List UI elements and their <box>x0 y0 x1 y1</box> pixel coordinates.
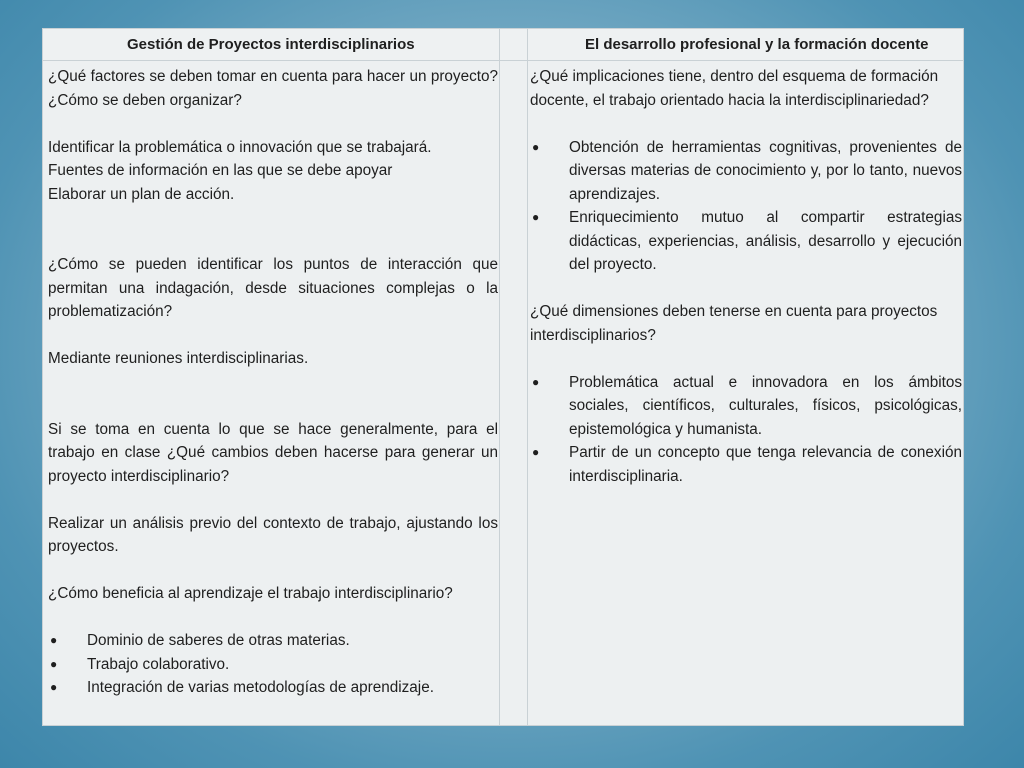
answer-line: Fuentes de información en las que se debe apoyar <box>48 162 393 179</box>
right-column-content <box>530 65 962 488</box>
left-column-content <box>48 65 498 700</box>
right-column-header: El desarrollo profesional y la formación docente <box>585 36 929 53</box>
list-item <box>48 676 498 700</box>
comparison-table <box>42 28 964 726</box>
list-item-text: Dominio de saberes de otras materias. <box>87 632 350 649</box>
bullet-list <box>530 371 962 489</box>
bullet-icon: ● <box>532 139 540 154</box>
list-item <box>530 371 962 442</box>
question-text: Si se toma en cuenta lo que se hace generalmente, para el trabajo en clase ¿Qué cambios deben hacerse para generar un proyecto interdisciplinario? <box>48 420 498 485</box>
question-text: ¿Qué implicaciones tiene, dentro del esquema de formación docente, el trabajo orientado hacia la interdisciplinariedad? <box>530 68 939 109</box>
list-item <box>48 653 498 677</box>
list-item-text: Integración de varias metodologías de aprendizaje. <box>87 679 434 696</box>
answer-line: Elaborar un plan de acción. <box>48 185 235 203</box>
column-divider <box>527 29 528 725</box>
list-item <box>530 136 962 207</box>
bullet-icon: ● <box>50 656 58 671</box>
list-item-text: Obtención de herramientas cognitivas, provenientes de diversas materias de conocimiento y, por lo tanto, nuevos aprendizajes. <box>569 138 962 203</box>
answer-text: Realizar un análisis previo del contexto de trabajo, ajustando los proyectos. <box>48 514 498 555</box>
list-item <box>48 629 498 653</box>
bullet-list <box>48 629 498 700</box>
bullet-icon: ● <box>532 210 540 224</box>
list-item <box>530 441 962 488</box>
answer-text: Mediante reuniones interdisciplinarias. <box>48 350 309 367</box>
list-item <box>530 206 962 277</box>
column-divider <box>499 29 500 725</box>
question-text: ¿Cómo beneficia al aprendizaje el trabajo interdisciplinario? <box>48 585 453 602</box>
bullet-icon: ● <box>50 633 58 647</box>
answer-line: Identificar la problemática o innovación que se trabajará. <box>48 138 432 156</box>
question-text: ¿Qué factores se deben tomar en cuenta para hacer un proyecto? ¿Cómo se deben organizar? <box>48 68 498 109</box>
list-item-text: Trabajo colaborativo. <box>87 655 230 673</box>
table-header-row <box>43 29 963 61</box>
bullet-icon: ● <box>532 374 540 389</box>
left-column-header: Gestión de Proyectos interdisciplinarios <box>127 36 415 53</box>
question-text: ¿Qué dimensiones deben tenerse en cuenta para proyectos interdisciplinarios? <box>530 303 938 344</box>
bullet-icon: ● <box>50 680 58 694</box>
bullet-icon: ● <box>532 445 540 459</box>
bullet-list <box>530 136 962 277</box>
list-item-text: Partir de un concepto que tenga relevancia de conexión interdisciplinaria. <box>569 444 962 485</box>
list-item-text: Enriquecimiento mutuo al compartir estrategias didácticas, experiencias, análisis, desarrollo y ejecución del proyecto. <box>569 209 962 273</box>
list-item-text: Problemática actual e innovadora en los ámbitos sociales, científicos, culturales, físicos, psicológicas, epistemológica y humanista. <box>569 373 962 438</box>
question-text: ¿Cómo se pueden identificar los puntos de interacción que permitan una indagación, desde situaciones complejas o la problematización? <box>48 256 498 320</box>
